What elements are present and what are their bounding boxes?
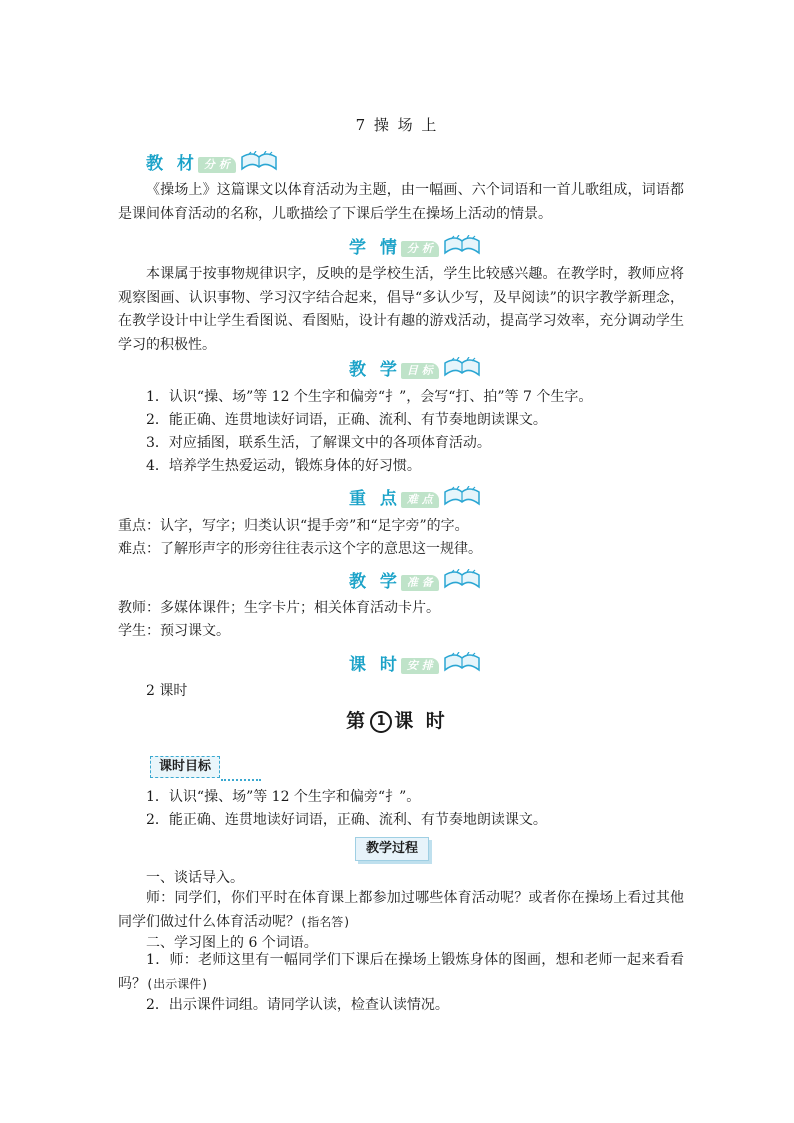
process-step-body: 师：同学们，你们平时在体育课上都参加过哪些体育活动呢？或者你在操场上看过其他同学们做过什么体育活动呢？ [118, 890, 684, 930]
lesson-title: 7 操 场 上 [355, 116, 439, 134]
student-analysis-text: 本课属于按事物规律识字，反映的是学校生活，学生比较感兴趣。在教学时，教师应将观察图画、认识事物、学习汉字结合起来，倡导“多认少写，及早阅读”的识字教学新理念，在教学设计中让学生看图说、看图贴，设计有趣的游戏活动，提高学习效率，充分调动学生学习的积极性。 [118, 266, 684, 353]
section-header-main: 学 情 [349, 238, 401, 258]
lesson-heading-suffix: 课 时 [394, 710, 448, 732]
goal-item: 3．对应插图，联系生活，了解课文中的各项体育活动。 [146, 435, 491, 451]
book-icon [441, 235, 483, 259]
section-header-student-analysis [349, 233, 483, 259]
process-step-text [118, 887, 684, 934]
schedule-text: 2 课时 [146, 683, 188, 699]
section-header-main: 教 学 [349, 360, 401, 380]
process-note: (出示课件) [146, 976, 209, 991]
process-step-body: 1．师：老师这里有一幅同学们下课后在操场上锻炼身体的图画，想和老师一起来看看吗？ [118, 952, 684, 992]
book-icon [441, 652, 483, 676]
prep-item: 教师：多媒体课件；生字卡片；相关体育活动卡片。 [118, 600, 440, 616]
section-header-textbook-analysis [146, 149, 280, 175]
section-header-main: 重 点 [349, 489, 401, 509]
section-header-key-points [349, 484, 483, 510]
lesson-number: 1 [370, 711, 392, 733]
key-point-item: 重点：认字，写字；归类认识“提手旁”和“足字旁”的字。 [118, 518, 469, 534]
textbook-analysis-text: 《操场上》这篇课文以体育活动为主题，由一幅画、六个词语和一首儿歌组成，词语都是课间体育活动的名称，儿歌描绘了下课后学生在操场上活动的情景。 [118, 182, 684, 222]
process-step: 2．出示课件词组。请同学认读，检查认读情况。 [146, 997, 449, 1013]
section-header-schedule [349, 650, 483, 676]
process-step-text [118, 949, 684, 996]
section-header-main: 课 时 [349, 655, 401, 675]
goal-item: 1．认识“操、场”等 12 个生字和偏旁“扌”，会写“打、拍”等 7 个生字。 [146, 389, 593, 405]
lesson-heading [0, 706, 794, 733]
section-header-tag: 安 排 [401, 658, 439, 674]
prep-item: 学生：预习课文。 [118, 623, 230, 639]
process-step: 一、谈话导入。 [146, 870, 244, 886]
section-header-tag: 难 点 [401, 492, 439, 508]
book-icon [441, 486, 483, 510]
section-header-tag: 分 析 [198, 157, 236, 173]
lesson-goals-tag: 课时目标 [150, 756, 220, 778]
goal-item: 4．培养学生热爱运动，锻炼身体的好习惯。 [146, 458, 421, 474]
lesson-heading-prefix: 第 [346, 710, 369, 732]
key-point-item: 难点：了解形声字的形旁往往表示这个字的意思这一规律。 [118, 541, 482, 557]
process-step: 二、学习图上的 6 个词语。 [146, 935, 318, 951]
section-header-tag: 分 析 [401, 241, 439, 257]
lesson-goal-item: 1．认识“操、场”等 12 个生字和偏旁“扌”。 [146, 789, 421, 805]
book-icon [238, 151, 280, 175]
lesson-goal-item: 2．能正确、连贯地读好词语，正确、流利、有节奏地朗读课文。 [146, 812, 547, 828]
section-header-teaching-goals [349, 355, 483, 381]
book-icon [441, 569, 483, 593]
teaching-process-tag: 教学过程 [355, 837, 429, 861]
section-header-tag: 准 备 [401, 575, 439, 591]
section-header-teaching-prep [349, 567, 483, 593]
goal-item: 2．能正确、连贯地读好词语，正确、流利、有节奏地朗读课文。 [146, 412, 547, 428]
process-note: (指名答) [300, 914, 351, 929]
section-header-main: 教 材 [146, 154, 198, 174]
section-header-main: 教 学 [349, 572, 401, 592]
section-header-tag: 目 标 [401, 363, 439, 379]
book-icon [441, 357, 483, 381]
